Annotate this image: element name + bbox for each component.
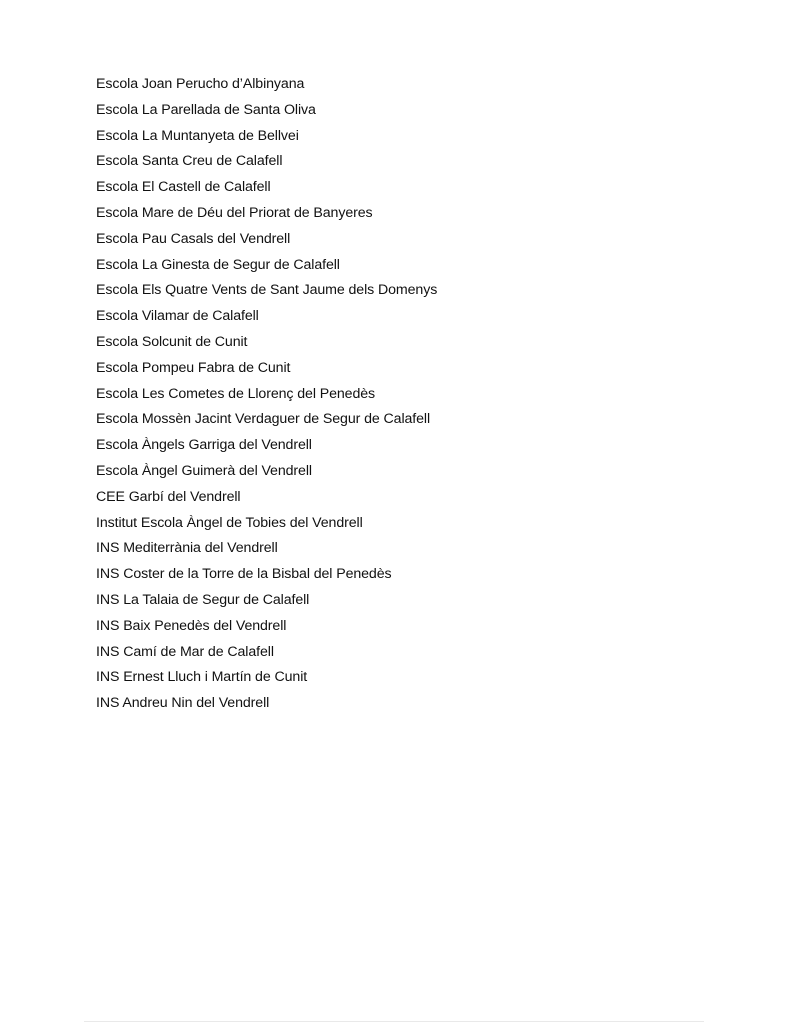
list-item: Escola Joan Perucho d’Albinyana xyxy=(96,76,305,92)
list-item: Escola La Parellada de Santa Oliva xyxy=(96,101,316,118)
list-item: Escola Àngel Guimerà del Vendrell xyxy=(96,462,312,479)
list-item: Escola El Castell de Calafell xyxy=(96,179,271,196)
list-item: Escola Les Cometes de Llorenç del Penedès xyxy=(96,385,376,402)
list-item: Escola Pau Casals del Vendrell xyxy=(96,230,291,247)
list-item: Escola Vilamar de Calafell xyxy=(96,308,259,325)
school-list xyxy=(96,74,437,719)
list-item: Escola Santa Creu de Calafell xyxy=(96,153,283,170)
list-item: INS Camí de Mar de Calafell xyxy=(96,643,274,660)
list-item: Institut Escola Àngel de Tobies del Vendrell xyxy=(96,514,363,531)
page-bottom-divider xyxy=(84,1021,704,1022)
list-item: INS Mediterrània del Vendrell xyxy=(96,540,278,557)
list-item: Escola Mossèn Jacint Verdaguer de Segur de Calafell xyxy=(96,411,431,428)
list-item: INS Baix Penedès del Vendrell xyxy=(96,617,287,634)
list-item: Escola Els Quatre Vents de Sant Jaume dels Domenys xyxy=(96,282,438,299)
list-item: INS Ernest Lluch i Martín de Cunit xyxy=(96,669,308,686)
list-item: INS Coster de la Torre de la Bisbal del Penedès xyxy=(96,566,392,583)
list-item: Escola Àngels Garriga del Vendrell xyxy=(96,437,312,454)
list-item: Escola Mare de Déu del Priorat de Banyeres xyxy=(96,204,373,221)
list-item: CEE Garbí del Vendrell xyxy=(96,488,241,505)
list-item: Escola Solcunit de Cunit xyxy=(96,333,248,350)
list-item: Escola La Ginesta de Segur de Calafell xyxy=(96,256,340,273)
list-item: INS La Talaia de Segur de Calafell xyxy=(96,591,310,608)
list-item: Escola Pompeu Fabra de Cunit xyxy=(96,359,291,376)
list-item: INS Andreu Nin del Vendrell xyxy=(96,695,270,712)
list-item: Escola La Muntanyeta de Bellvei xyxy=(96,127,299,144)
